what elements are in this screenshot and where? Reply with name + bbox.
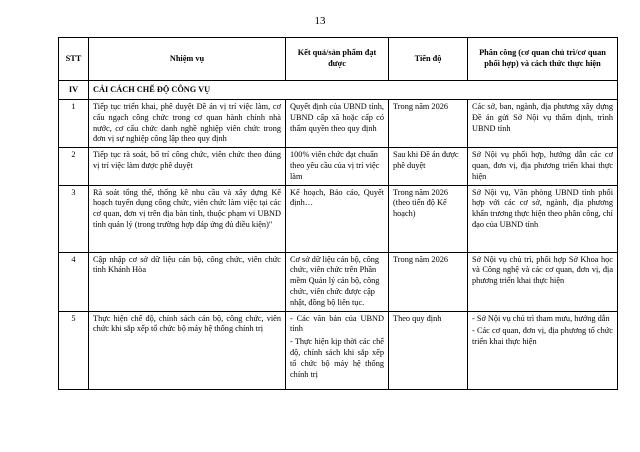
table-header-row [59,38,618,81]
row-progress: Sau khi Đề án được phê duyệt [389,148,468,185]
row-stt: 1 [59,100,89,148]
row-stt: 4 [59,252,89,311]
row-stt: 3 [59,185,89,252]
section-title: CẢI CÁCH CHẾ ĐỘ CÔNG VỤ [89,81,618,100]
row-assignment: Sở Nội vụ, Văn phòng UBND tỉnh phối hợp với các cơ sở, ngành, địa phương khẩn trương thực hiện theo phân công, chỉ đạo của UBND tỉnh [468,185,618,252]
row-result: 100% viên chức đạt chuẩn theo yêu cầu của vị trí việc làm [286,148,389,185]
row-assignment: Sở Nội vụ phối hợp, hướng dẫn các cơ quan, đơn vị, địa phương triển khai thực hiện [468,148,618,185]
section-number: IV [59,81,89,100]
reform-plan-table [58,37,618,390]
row-assignment: Sở Nội vụ chủ trì, phối hợp Sở Khoa học và Công nghệ và các cơ quan, đơn vị, địa phương triển khai thực hiện [468,252,618,311]
row-stt: 5 [59,311,89,389]
page-number: 13 [314,15,326,27]
result-item: - Các văn bản của UBND tỉnh [290,313,384,334]
table-row [59,252,618,311]
assignment-item: - Sở Nội vụ chủ trì tham mưu, hướng dẫn [472,313,610,323]
row-progress: Trong năm 2026 [389,252,468,311]
table-row [59,185,618,252]
row-result: Quyết định của UBND tỉnh, UBND cấp xã hoặc cấp có thẩm quyền theo quy định [286,100,389,148]
row-result [286,311,389,389]
header-result: Kết quả/sản phẩm đạt được [286,38,389,81]
row-task: Thực hiện chế độ, chính sách cán bộ, công chức, viên chức khi sắp xếp tổ chức bộ máy hệ thống chính trị [89,311,286,389]
row-result: Cơ sở dữ liệu cán bộ, công chức, viên chức trên Phần mềm Quản lý cán bộ, công chức, viên chức được cập nhật, đồng bộ liên tục. [286,252,389,311]
assignment-item: - Các cơ quan, đơn vị, địa phương tổ chức triển khai thực hiện [472,326,613,347]
row-progress: Theo quy định [389,311,468,389]
row-result: Kế hoạch, Báo cáo, Quyết định… [286,185,389,252]
row-task: Cập nhập cơ sở dữ liệu cán bộ, công chức, viên chức tỉnh Khánh Hòa [89,252,286,311]
header-task: Nhiệm vụ [89,38,286,81]
row-progress: Trong năm 2026 (theo tiến độ Kế hoạch) [389,185,468,252]
header-assignment: Phân công (cơ quan chủ trì/cơ quan phối hợp) và cách thức thực hiện [468,38,618,81]
table-row [59,311,618,389]
row-progress: Trong năm 2026 [389,100,468,148]
header-progress: Tiến độ [389,38,468,81]
row-assignment: Các sở, ban, ngành, địa phương xây dựng Đề án gửi Sở Nội vụ thẩm định, trình UBND tỉnh [468,100,618,148]
table-row [59,148,618,185]
section-row [59,81,618,100]
row-assignment [468,311,618,389]
row-task: Rà soát tổng thể, thống kê nhu cầu và xây dựng Kế hoạch tuyển dụng công chức, viên chức làm việc tại các cơ quan, đơn vị trên địa bàn tỉnh, thuộc phạm vi UBND tỉnh quản lý (trong trường hợp đáp ứng đủ điều kiện)" [89,185,286,252]
header-stt: STT [59,38,89,81]
result-item: - Thực hiện kịp thời các chế độ, chính sách khi sắp xếp tổ chức bộ máy hệ thống chính trị [290,337,384,379]
row-stt: 2 [59,148,89,185]
table-row [59,100,618,148]
row-task: Tiếp tục rà soát, bố trí công chức, viên chức theo đúng vị trí việc làm được phê duyệt [89,148,286,185]
row-task: Tiếp tục triển khai, phê duyệt Đề án vị trí việc làm, cơ cấu ngạch công chức trong cơ quan hành chính nhà nước, cơ cấu chức danh nghề nghiệp viên chức trong đơn vị sự nghiệp công lập theo quy định [89,100,286,148]
